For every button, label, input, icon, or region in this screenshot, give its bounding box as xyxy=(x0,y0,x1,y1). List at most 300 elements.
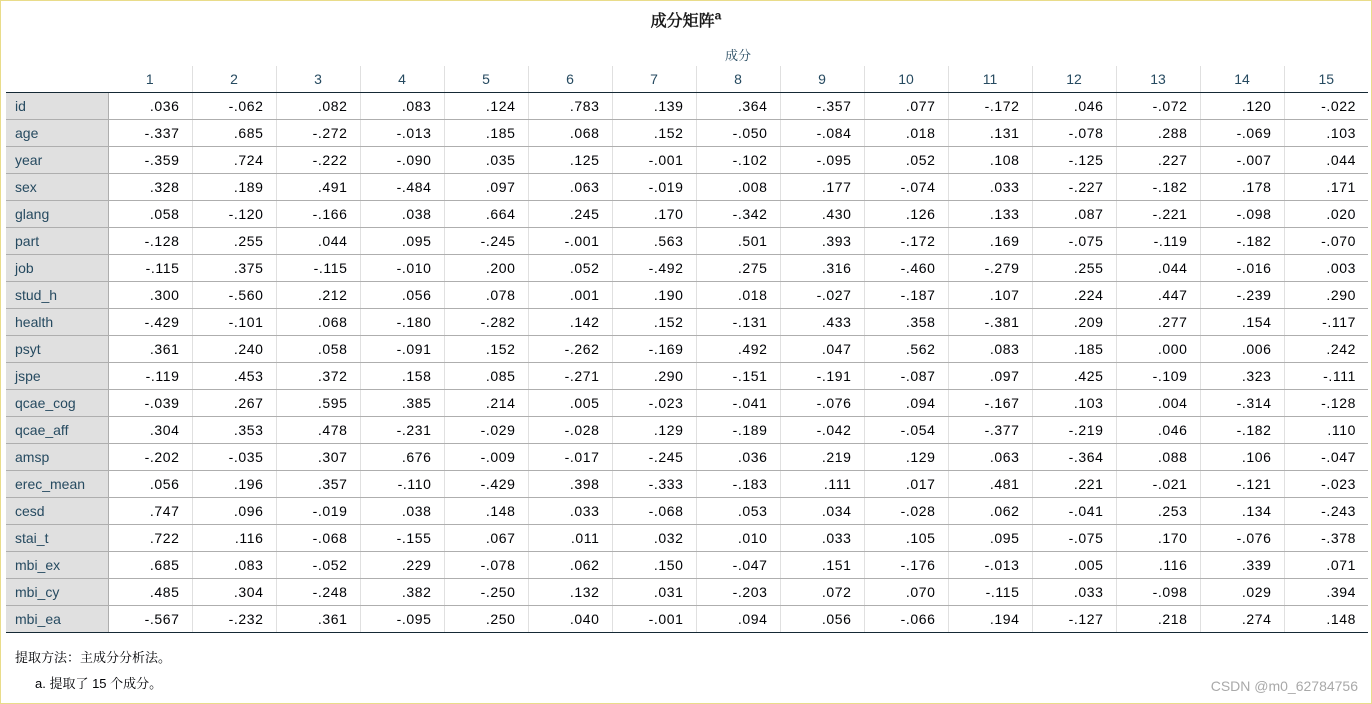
loading-cell: -.041 xyxy=(1032,498,1116,525)
footnote-method: 提取方法：主成分分析法。 xyxy=(15,650,172,665)
row-label: health xyxy=(6,309,108,336)
loading-cell: -.102 xyxy=(696,147,780,174)
table-row xyxy=(6,282,1368,309)
loading-cell: .240 xyxy=(192,336,276,363)
loading-cell: .008 xyxy=(696,174,780,201)
loading-cell: .171 xyxy=(1284,174,1368,201)
loading-cell: .036 xyxy=(108,93,192,120)
loading-cell: -.167 xyxy=(948,390,1032,417)
row-label: stud_h xyxy=(6,282,108,309)
loading-cell: .250 xyxy=(444,606,528,633)
loading-cell: .000 xyxy=(1116,336,1200,363)
loading-cell: .120 xyxy=(1200,93,1284,120)
loading-cell: -.151 xyxy=(696,363,780,390)
loading-cell: -.039 xyxy=(108,390,192,417)
loading-cell: .035 xyxy=(444,147,528,174)
loading-cell: -.076 xyxy=(1200,525,1284,552)
loading-cell: .056 xyxy=(108,471,192,498)
row-label: jspe xyxy=(6,363,108,390)
loading-cell: .088 xyxy=(1116,444,1200,471)
loading-cell: .152 xyxy=(444,336,528,363)
corner-cell xyxy=(6,66,108,93)
loading-cell: .056 xyxy=(360,282,444,309)
loading-cell: .083 xyxy=(192,552,276,579)
table-row xyxy=(6,93,1368,120)
row-label: amsp xyxy=(6,444,108,471)
loading-cell: -.019 xyxy=(276,498,360,525)
loading-cell: .253 xyxy=(1116,498,1200,525)
loading-cell: .481 xyxy=(948,471,1032,498)
loading-cell: .131 xyxy=(948,120,1032,147)
loading-cell: -.219 xyxy=(1032,417,1116,444)
loading-cell: .382 xyxy=(360,579,444,606)
column-header-1: 1 xyxy=(108,66,192,93)
loading-cell: .676 xyxy=(360,444,444,471)
loading-cell: -.131 xyxy=(696,309,780,336)
loading-cell: -.115 xyxy=(948,579,1032,606)
loading-cell: -.203 xyxy=(696,579,780,606)
title-footnote-marker: a xyxy=(714,8,722,23)
loading-cell: .430 xyxy=(780,201,864,228)
loading-cell: -.041 xyxy=(696,390,780,417)
loading-cell: .152 xyxy=(612,309,696,336)
loading-cell: .307 xyxy=(276,444,360,471)
loading-cell: .685 xyxy=(192,120,276,147)
loading-cell: .200 xyxy=(444,255,528,282)
loading-cell: -.180 xyxy=(360,309,444,336)
column-header-8: 8 xyxy=(696,66,780,93)
loading-cell: -.262 xyxy=(528,336,612,363)
row-label: id xyxy=(6,93,108,120)
loading-cell: .685 xyxy=(108,552,192,579)
loading-cell: .267 xyxy=(192,390,276,417)
loading-cell: .018 xyxy=(864,120,948,147)
loading-cell: .323 xyxy=(1200,363,1284,390)
loading-cell: .170 xyxy=(1116,525,1200,552)
loading-cell: .058 xyxy=(276,336,360,363)
loading-cell: .038 xyxy=(360,201,444,228)
loading-cell: .126 xyxy=(864,201,948,228)
loading-cell: .129 xyxy=(864,444,948,471)
loading-cell: -.176 xyxy=(864,552,948,579)
loading-cell: .290 xyxy=(612,363,696,390)
loading-cell: -.062 xyxy=(192,93,276,120)
loading-cell: .018 xyxy=(696,282,780,309)
loading-cell: .004 xyxy=(1116,390,1200,417)
loading-cell: -.050 xyxy=(696,120,780,147)
loading-cell: .433 xyxy=(780,309,864,336)
loading-cell: .178 xyxy=(1200,174,1284,201)
loading-cell: -.001 xyxy=(612,606,696,633)
column-header-15: 15 xyxy=(1284,66,1368,93)
loading-cell: .221 xyxy=(1032,471,1116,498)
loading-cell: .103 xyxy=(1032,390,1116,417)
loading-cell: .070 xyxy=(864,579,948,606)
loading-cell: .177 xyxy=(780,174,864,201)
loading-cell: .071 xyxy=(1284,552,1368,579)
table-row xyxy=(6,579,1368,606)
loading-cell: -.232 xyxy=(192,606,276,633)
loading-cell: -.075 xyxy=(1032,525,1116,552)
loading-cell: .185 xyxy=(1032,336,1116,363)
loading-cell: .158 xyxy=(360,363,444,390)
table-row xyxy=(6,390,1368,417)
loading-cell: -.028 xyxy=(864,498,948,525)
loading-cell: .106 xyxy=(1200,444,1284,471)
loading-cell: .032 xyxy=(612,525,696,552)
table-row xyxy=(6,363,1368,390)
loading-cell: .783 xyxy=(528,93,612,120)
loading-cell: .044 xyxy=(276,228,360,255)
loading-cell: -.567 xyxy=(108,606,192,633)
loading-cell: -.191 xyxy=(780,363,864,390)
loading-cell: -.072 xyxy=(1116,93,1200,120)
loading-cell: -.054 xyxy=(864,417,948,444)
loading-cell: .125 xyxy=(528,147,612,174)
loading-cell: -.115 xyxy=(108,255,192,282)
loading-cell: .375 xyxy=(192,255,276,282)
loading-cell: -.364 xyxy=(1032,444,1116,471)
loading-cell: .083 xyxy=(948,336,1032,363)
loading-cell: -.484 xyxy=(360,174,444,201)
table-row xyxy=(6,525,1368,552)
loading-cell: -.101 xyxy=(192,309,276,336)
loading-cell: -.183 xyxy=(696,471,780,498)
loading-cell: .152 xyxy=(612,120,696,147)
loading-cell: -.337 xyxy=(108,120,192,147)
loading-cell: .425 xyxy=(1032,363,1116,390)
header-group-row xyxy=(6,42,1368,66)
table-row xyxy=(6,417,1368,444)
loading-cell: -.222 xyxy=(276,147,360,174)
loading-cell: .563 xyxy=(612,228,696,255)
loading-cell: .063 xyxy=(528,174,612,201)
loading-cell: -.001 xyxy=(528,228,612,255)
loading-cell: -.460 xyxy=(864,255,948,282)
loading-cell: .083 xyxy=(360,93,444,120)
loading-cell: .194 xyxy=(948,606,1032,633)
loading-cell: -.087 xyxy=(864,363,948,390)
loading-cell: .011 xyxy=(528,525,612,552)
row-label: qcae_aff xyxy=(6,417,108,444)
loading-cell: .040 xyxy=(528,606,612,633)
table-title xyxy=(0,8,1372,31)
table-row xyxy=(6,201,1368,228)
column-header-14: 14 xyxy=(1200,66,1284,93)
loading-cell: -.070 xyxy=(1284,228,1368,255)
loading-cell: .148 xyxy=(444,498,528,525)
loading-cell: -.042 xyxy=(780,417,864,444)
table-row xyxy=(6,228,1368,255)
column-header-13: 13 xyxy=(1116,66,1200,93)
loading-cell: -.017 xyxy=(528,444,612,471)
loading-cell: .664 xyxy=(444,201,528,228)
loading-cell: .290 xyxy=(1284,282,1368,309)
loading-cell: .218 xyxy=(1116,606,1200,633)
loading-cell: -.023 xyxy=(612,390,696,417)
loading-cell: -.111 xyxy=(1284,363,1368,390)
loading-cell: .300 xyxy=(108,282,192,309)
loading-cell: -.231 xyxy=(360,417,444,444)
loading-cell: -.068 xyxy=(612,498,696,525)
loading-cell: -.182 xyxy=(1200,228,1284,255)
loading-cell: -.022 xyxy=(1284,93,1368,120)
loading-cell: .275 xyxy=(696,255,780,282)
loading-cell: .447 xyxy=(1116,282,1200,309)
loading-cell: .056 xyxy=(780,606,864,633)
loading-cell: .046 xyxy=(1032,93,1116,120)
loading-cell: .562 xyxy=(864,336,948,363)
loading-cell: -.342 xyxy=(696,201,780,228)
loading-cell: .214 xyxy=(444,390,528,417)
table-row xyxy=(6,552,1368,579)
table-row xyxy=(6,174,1368,201)
loading-cell: -.091 xyxy=(360,336,444,363)
loading-cell: -.066 xyxy=(864,606,948,633)
loading-cell: -.166 xyxy=(276,201,360,228)
loading-cell: .304 xyxy=(108,417,192,444)
loading-cell: .148 xyxy=(1284,606,1368,633)
loading-cell: .052 xyxy=(864,147,948,174)
loading-cell: -.119 xyxy=(108,363,192,390)
loading-cell: -.098 xyxy=(1200,201,1284,228)
loading-cell: -.076 xyxy=(780,390,864,417)
loading-cell: .096 xyxy=(192,498,276,525)
loading-cell: .189 xyxy=(192,174,276,201)
footnotes xyxy=(15,650,171,702)
row-label: psyt xyxy=(6,336,108,363)
column-header-6: 6 xyxy=(528,66,612,93)
loading-cell: -.120 xyxy=(192,201,276,228)
loading-cell: -.189 xyxy=(696,417,780,444)
loading-cell: .361 xyxy=(108,336,192,363)
table-row xyxy=(6,471,1368,498)
loading-cell: -.182 xyxy=(1116,174,1200,201)
loading-cell: -.001 xyxy=(612,147,696,174)
loading-cell: -.282 xyxy=(444,309,528,336)
loading-cell: .151 xyxy=(780,552,864,579)
loading-cell: .255 xyxy=(1032,255,1116,282)
loading-cell: .063 xyxy=(948,444,1032,471)
loading-cell: .033 xyxy=(1032,579,1116,606)
loading-cell: .245 xyxy=(528,201,612,228)
loading-cell: .062 xyxy=(948,498,1032,525)
row-label: stai_t xyxy=(6,525,108,552)
loading-cell: .129 xyxy=(612,417,696,444)
loading-cell: .006 xyxy=(1200,336,1284,363)
loading-cell: .154 xyxy=(1200,309,1284,336)
loading-cell: .134 xyxy=(1200,498,1284,525)
loading-cell: .722 xyxy=(108,525,192,552)
loading-cell: -.028 xyxy=(528,417,612,444)
loading-cell: -.243 xyxy=(1284,498,1368,525)
loading-cell: -.357 xyxy=(780,93,864,120)
loading-cell: .209 xyxy=(1032,309,1116,336)
loading-cell: -.560 xyxy=(192,282,276,309)
loading-cell: -.279 xyxy=(948,255,1032,282)
loading-cell: -.009 xyxy=(444,444,528,471)
loading-cell: -.172 xyxy=(864,228,948,255)
loading-cell: .097 xyxy=(948,363,1032,390)
loading-cell: -.084 xyxy=(780,120,864,147)
loading-cell: .029 xyxy=(1200,579,1284,606)
loading-cell: .052 xyxy=(528,255,612,282)
loading-cell: .036 xyxy=(696,444,780,471)
loading-cell: -.381 xyxy=(948,309,1032,336)
row-label: mbi_cy xyxy=(6,579,108,606)
loading-cell: .132 xyxy=(528,579,612,606)
loading-cell: -.110 xyxy=(360,471,444,498)
loading-cell: .103 xyxy=(1284,120,1368,147)
loading-cell: .372 xyxy=(276,363,360,390)
loading-cell: .304 xyxy=(192,579,276,606)
loading-cell: -.272 xyxy=(276,120,360,147)
loading-cell: -.027 xyxy=(780,282,864,309)
loading-cell: .047 xyxy=(780,336,864,363)
row-label: qcae_cog xyxy=(6,390,108,417)
loading-cell: -.010 xyxy=(360,255,444,282)
loading-cell: .339 xyxy=(1200,552,1284,579)
loading-cell: .224 xyxy=(1032,282,1116,309)
loading-cell: .501 xyxy=(696,228,780,255)
loading-cell: .328 xyxy=(108,174,192,201)
loading-cell: .185 xyxy=(444,120,528,147)
table-title-text: 成分矩阵 xyxy=(650,11,715,30)
watermark: CSDN @m0_62784756 xyxy=(1210,678,1358,694)
loading-cell: -.095 xyxy=(780,147,864,174)
loading-cell: -.239 xyxy=(1200,282,1284,309)
loading-cell: .062 xyxy=(528,552,612,579)
loading-cell: -.075 xyxy=(1032,228,1116,255)
loading-cell: .227 xyxy=(1116,147,1200,174)
row-label: age xyxy=(6,120,108,147)
loading-cell: .105 xyxy=(864,525,948,552)
loading-cell: -.021 xyxy=(1116,471,1200,498)
loading-cell: .010 xyxy=(696,525,780,552)
loading-cell: .288 xyxy=(1116,120,1200,147)
loading-cell: -.227 xyxy=(1032,174,1116,201)
loading-cell: .017 xyxy=(864,471,948,498)
loading-cell: .142 xyxy=(528,309,612,336)
loading-cell: -.250 xyxy=(444,579,528,606)
loading-cell: -.074 xyxy=(864,174,948,201)
loading-cell: .361 xyxy=(276,606,360,633)
column-header-2: 2 xyxy=(192,66,276,93)
loading-cell: .364 xyxy=(696,93,780,120)
loading-cell: .169 xyxy=(948,228,1032,255)
matrix-body xyxy=(6,93,1368,633)
loading-cell: -.314 xyxy=(1200,390,1284,417)
component-matrix-table xyxy=(6,42,1368,633)
loading-cell: .044 xyxy=(1116,255,1200,282)
loading-cell: .097 xyxy=(444,174,528,201)
loading-cell: .087 xyxy=(1032,201,1116,228)
loading-cell: -.095 xyxy=(360,606,444,633)
loading-cell: .242 xyxy=(1284,336,1368,363)
loading-cell: .005 xyxy=(528,390,612,417)
column-header-5: 5 xyxy=(444,66,528,93)
loading-cell: -.019 xyxy=(612,174,696,201)
loading-cell: .478 xyxy=(276,417,360,444)
footnote-a: a. 提取了 15 个成分。 xyxy=(35,676,163,691)
loading-cell: .357 xyxy=(276,471,360,498)
table-row xyxy=(6,336,1368,363)
row-label: erec_mean xyxy=(6,471,108,498)
loading-cell: -.429 xyxy=(108,309,192,336)
loading-cell: -.119 xyxy=(1116,228,1200,255)
loading-cell: -.078 xyxy=(1032,120,1116,147)
row-label: mbi_ex xyxy=(6,552,108,579)
loading-cell: -.109 xyxy=(1116,363,1200,390)
row-label: cesd xyxy=(6,498,108,525)
loading-cell: -.078 xyxy=(444,552,528,579)
loading-cell: -.117 xyxy=(1284,309,1368,336)
loading-cell: .358 xyxy=(864,309,948,336)
loading-cell: .038 xyxy=(360,498,444,525)
loading-cell: .491 xyxy=(276,174,360,201)
column-header-3: 3 xyxy=(276,66,360,93)
row-label: glang xyxy=(6,201,108,228)
loading-cell: -.172 xyxy=(948,93,1032,120)
loading-cell: .394 xyxy=(1284,579,1368,606)
loading-cell: -.128 xyxy=(1284,390,1368,417)
loading-cell: -.333 xyxy=(612,471,696,498)
loading-cell: .229 xyxy=(360,552,444,579)
loading-cell: -.125 xyxy=(1032,147,1116,174)
loading-cell: .094 xyxy=(696,606,780,633)
loading-cell: .108 xyxy=(948,147,1032,174)
loading-cell: -.047 xyxy=(696,552,780,579)
loading-cell: -.121 xyxy=(1200,471,1284,498)
loading-cell: .085 xyxy=(444,363,528,390)
row-label: job xyxy=(6,255,108,282)
loading-cell: .107 xyxy=(948,282,1032,309)
loading-cell: .453 xyxy=(192,363,276,390)
row-label: mbi_ea xyxy=(6,606,108,633)
loading-cell: .393 xyxy=(780,228,864,255)
corner-cell-top xyxy=(6,42,108,66)
loading-cell: -.016 xyxy=(1200,255,1284,282)
loading-cell: -.029 xyxy=(444,417,528,444)
loading-cell: .385 xyxy=(360,390,444,417)
column-header-4: 4 xyxy=(360,66,444,93)
loading-cell: .053 xyxy=(696,498,780,525)
loading-cell: .033 xyxy=(780,525,864,552)
loading-cell: .724 xyxy=(192,147,276,174)
loading-cell: .058 xyxy=(108,201,192,228)
loading-cell: .031 xyxy=(612,579,696,606)
loading-cell: .067 xyxy=(444,525,528,552)
loading-cell: .034 xyxy=(780,498,864,525)
loading-cell: -.378 xyxy=(1284,525,1368,552)
loading-cell: .111 xyxy=(780,471,864,498)
loading-cell: .316 xyxy=(780,255,864,282)
loading-cell: .077 xyxy=(864,93,948,120)
row-label: part xyxy=(6,228,108,255)
loading-cell: -.035 xyxy=(192,444,276,471)
loading-cell: -.047 xyxy=(1284,444,1368,471)
loading-cell: -.007 xyxy=(1200,147,1284,174)
loading-cell: .190 xyxy=(612,282,696,309)
table-row xyxy=(6,606,1368,633)
table-row xyxy=(6,444,1368,471)
table-row xyxy=(6,255,1368,282)
column-header-12: 12 xyxy=(1032,66,1116,93)
loading-cell: .094 xyxy=(864,390,948,417)
loading-cell: .139 xyxy=(612,93,696,120)
loading-cell: -.098 xyxy=(1116,579,1200,606)
loading-cell: .044 xyxy=(1284,147,1368,174)
